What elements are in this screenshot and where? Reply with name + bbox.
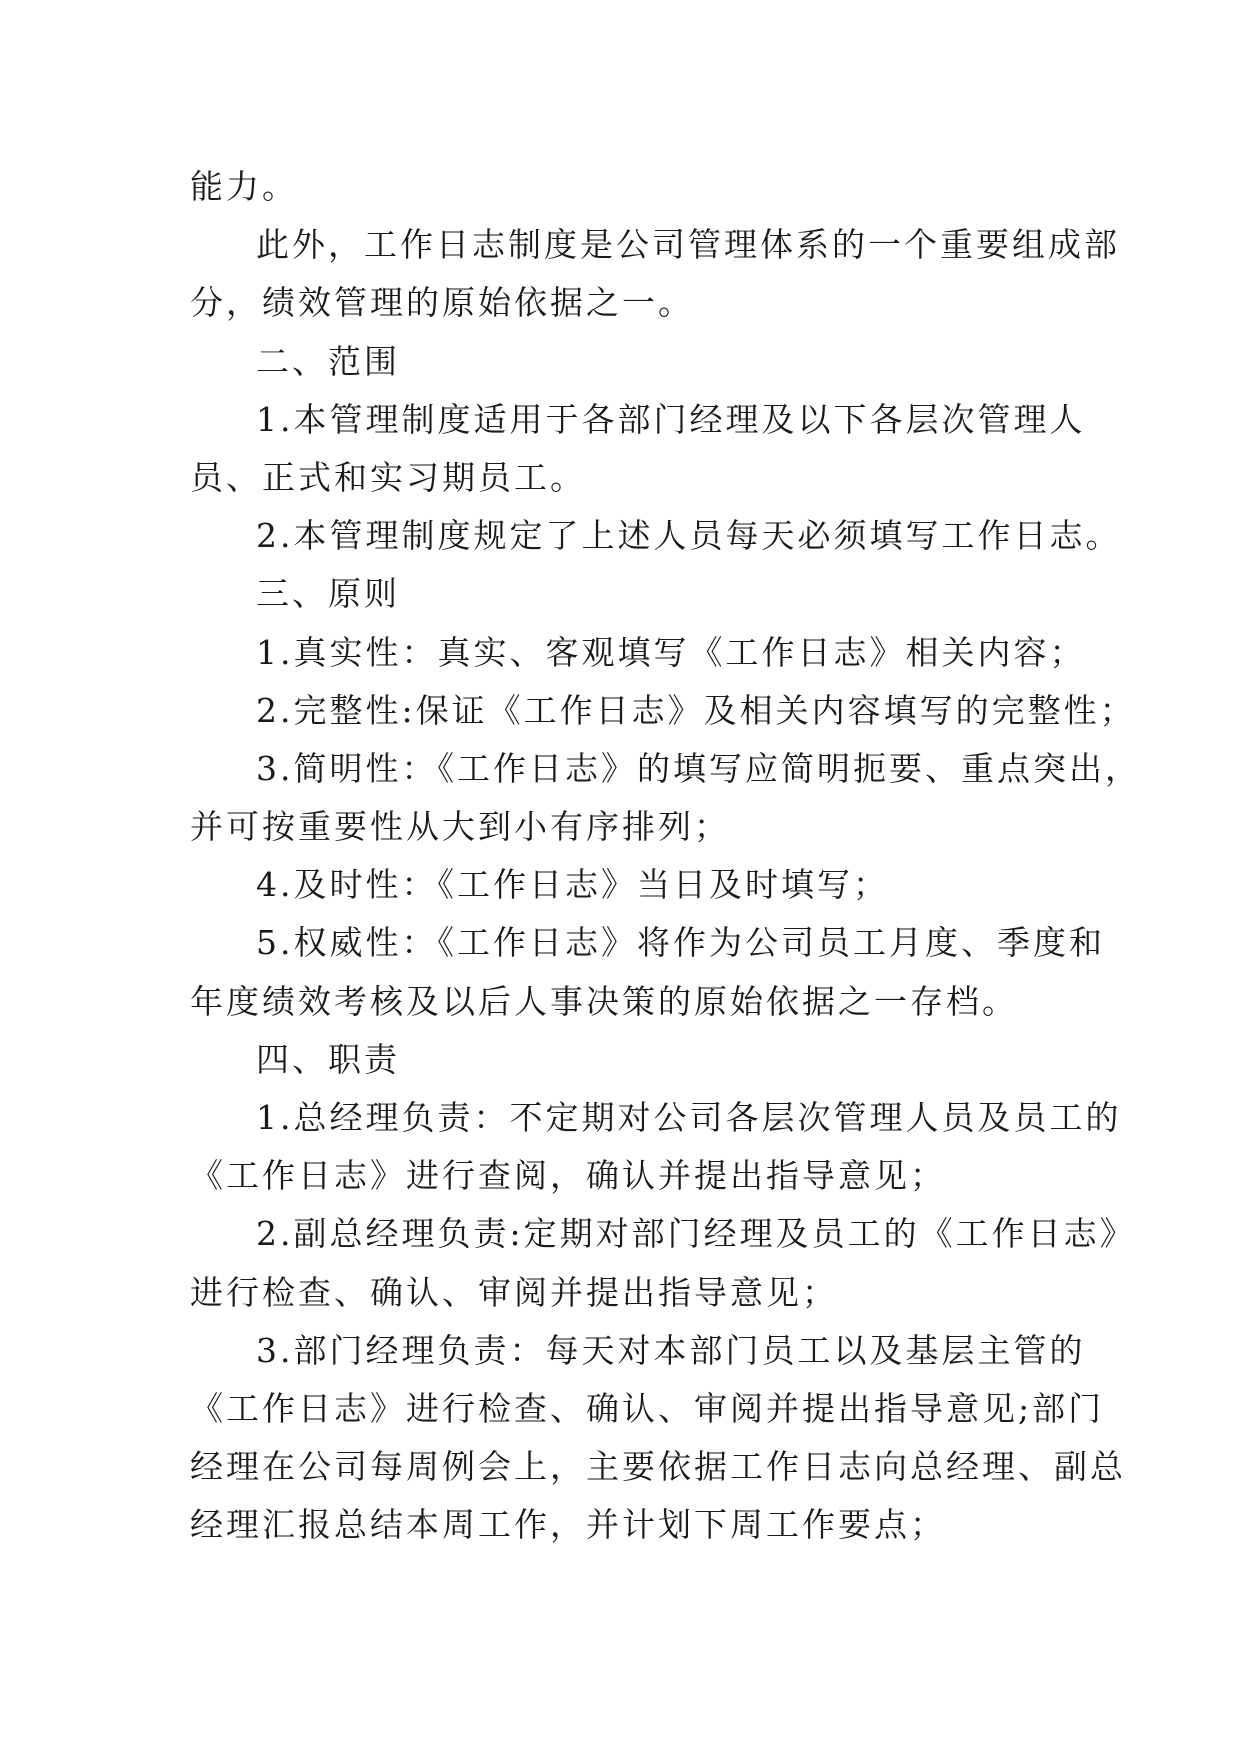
document-body: [190, 158, 1141, 1555]
text-line: 此外，工作日志制度是公司管理体系的一个重要组成部: [256, 225, 1120, 265]
text-line: 4.及时性：《工作日志》当日及时填写；: [256, 865, 889, 905]
text-line: 2.本管理制度规定了上述人员每天必须填写工作日志。: [256, 516, 1122, 556]
text-line: 《工作日志》进行查阅，确认并提出指导意见；: [190, 1156, 946, 1196]
text-line: 2.完整性:保证《工作日志》及相关内容填写的完整性；: [256, 690, 1136, 730]
text-line: 能力。: [190, 167, 298, 206]
text-line: 3.简明性：《工作日志》的填写应简明扼要、重点突出，: [256, 748, 1141, 788]
text-line: 3.部门经理负责：每天对本部门员工以及基层主管的: [256, 1330, 1086, 1370]
text-line: 5.权威性：《工作日志》将作为公司员工月度、季度和: [256, 923, 1105, 963]
text-line: 1.真实性：真实、客观填写《工作日志》相关内容；: [256, 632, 1086, 672]
text-line: 2.副总经理负责:定期对部门经理及员工的《工作日志》: [256, 1214, 1136, 1254]
text-line: 进行检查、确认、审阅并提出指导意见；: [190, 1272, 838, 1312]
text-line: 并可按重要性从大到小有序排列；: [190, 807, 730, 847]
text-line: 1.本管理制度适用于各部门经理及以下各层次管理人: [256, 399, 1086, 439]
section-heading: 二、范围: [256, 341, 400, 381]
section-heading: 三、原则: [256, 574, 400, 614]
text-line: 《工作日志》进行检查、确认、审阅并提出指导意见;部门: [190, 1388, 1105, 1428]
text-line: 1.总经理负责：不定期对公司各层次管理人员及员工的: [256, 1098, 1122, 1137]
text-line: 分，绩效管理的原始依据之一。: [190, 283, 694, 323]
text-line: 员、正式和实习期员工。: [190, 457, 586, 497]
text-line: 经理在公司每周例会上，主要依据工作日志向总经理、副总: [190, 1447, 1126, 1487]
text-line: 年度绩效考核及以后人事决策的原始依据之一存档。: [190, 981, 1018, 1021]
section-heading: 四、职责: [256, 1039, 400, 1079]
text-line: 经理汇报总结本周工作，并计划下周工作要点；: [190, 1505, 946, 1545]
